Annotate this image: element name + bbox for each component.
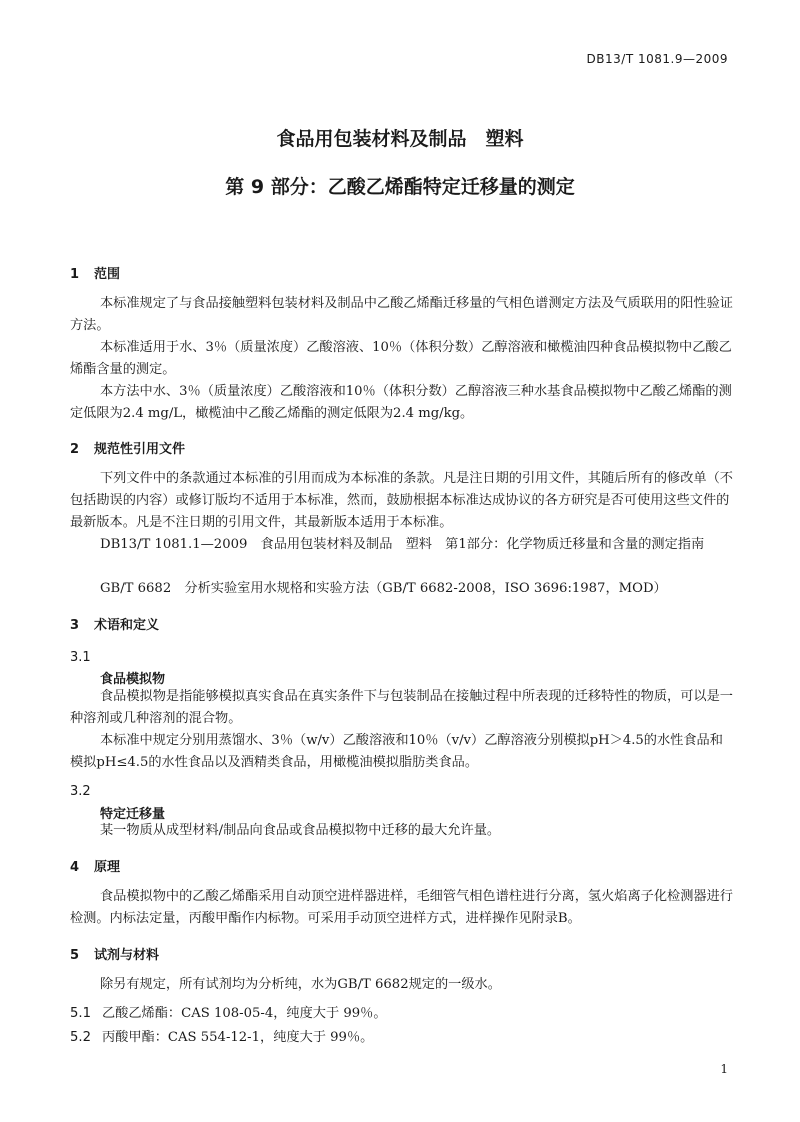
section-number: 1 <box>70 267 80 282</box>
section-title: 规范性引用文件 <box>94 442 186 457</box>
list-item <box>70 1026 373 1045</box>
reference-item: DB13/T 1081.1—2009 食品用包装材料及制品 塑料 第1部分：化学物质迁移量和含量的测定指南 <box>100 537 705 552</box>
document-title: 食品用包装材料及制品 塑料 <box>276 128 524 150</box>
paragraph: 食品模拟物中的乙酸乙烯酯采用自动顶空进样器进样，毛细管气相色谱柱进行分离，氢火焰离子化检测器进行检测。内标法定量，丙酸甲酯作内标物。可采用手动顶空进样方式，进样操作见附录B。 <box>70 889 733 926</box>
section-number: 5 <box>70 948 80 963</box>
section-number: 3 <box>70 618 80 633</box>
section-title: 术语和定义 <box>94 618 160 633</box>
term-heading: 食品模拟物 <box>100 672 166 687</box>
paragraph: 某一物质从成型材料/制品向食品或食品模拟物中迁移的最大允许量。 <box>100 823 501 838</box>
paragraph: 本方法中水、3％（质量浓度）乙酸溶液和10％（体积分数）乙醇溶液三种水基食品模拟物中乙酸乙烯酯的测定低限为2.4 mg/L，橄榄油中乙酸乙烯酯的测定低限为2.4 mg/kg。 <box>70 384 732 421</box>
paragraph: 下列文件中的条款通过本标准的引用而成为本标准的条款。凡是注日期的引用文件，其随后所有的修改单（不包括勘误的内容）或修订版均不适用于本标准，然而，鼓励根据本标准达成协议的各方研究是否可使用这些文件的最新版本。凡是不注日期的引用文件，其最新版本适用于本标准。 <box>70 471 733 530</box>
item-number: 5.2 <box>70 1030 91 1045</box>
item-text: 丙酸甲酯：CAS 554-12-1，纯度大于 99％。 <box>102 1030 374 1045</box>
paragraph: 食品模拟物是指能够模拟真实食品在真实条件下与包装制品在接触过程中所表现的迁移特性的物质，可以是一种溶剂或几种溶剂的混合物。 <box>70 689 733 726</box>
item-number: 5.1 <box>70 1006 91 1021</box>
list-item <box>70 1002 387 1021</box>
subsection-number: 3.2 <box>70 784 91 799</box>
section-title: 原理 <box>94 860 121 875</box>
paragraph: 本标准中规定分别用蒸馏水、3％（w/v）乙酸溶液和10％（v/v）乙醇溶液分别模拟pH＞4.5的水性食品和模拟pH≤4.5的水性食品以及酒精类食品，用橄榄油模拟脂肪类食品。 <box>70 733 723 770</box>
section-title: 范围 <box>94 267 121 282</box>
paragraph: 本标准适用于水、3％（质量浓度）乙酸溶液、10％（体积分数）乙醇溶液和橄榄油四种食品模拟物中乙酸乙烯酯含量的测定。 <box>70 340 732 377</box>
section-number: 2 <box>70 442 80 457</box>
section-2-heading <box>70 438 185 457</box>
section-3-heading <box>70 614 159 633</box>
section-5-heading <box>70 944 159 963</box>
section-number: 4 <box>70 860 80 875</box>
paragraph: 除另有规定，所有试剂均为分析纯，水为GB/T 6682规定的一级水。 <box>100 977 501 992</box>
paragraph: 本标准规定了与食品接触塑料包装材料及制品中乙酸乙烯酯迁移量的气相色谱测定方法及气质联用的阳性验证方法。 <box>70 296 733 333</box>
section-1-heading <box>70 263 120 282</box>
subsection-number: 3.1 <box>70 650 91 665</box>
document-subtitle: 第 9 部分：乙酸乙烯酯特定迁移量的测定 <box>225 176 575 198</box>
item-text: 乙酸乙烯酯：CAS 108-05-4，纯度大于 99％。 <box>102 1006 387 1021</box>
page-number: 1 <box>720 1062 728 1076</box>
section-4-heading <box>70 856 120 875</box>
standard-code: DB13/T 1081.9—2009 <box>586 52 728 66</box>
reference-item: GB/T 6682 分析实验室用水规格和实验方法（GB/T 6682-2008，ISO 3696:1987，MOD） <box>100 581 667 596</box>
section-title: 试剂与材料 <box>94 948 160 963</box>
term-heading: 特定迁移量 <box>100 807 166 822</box>
